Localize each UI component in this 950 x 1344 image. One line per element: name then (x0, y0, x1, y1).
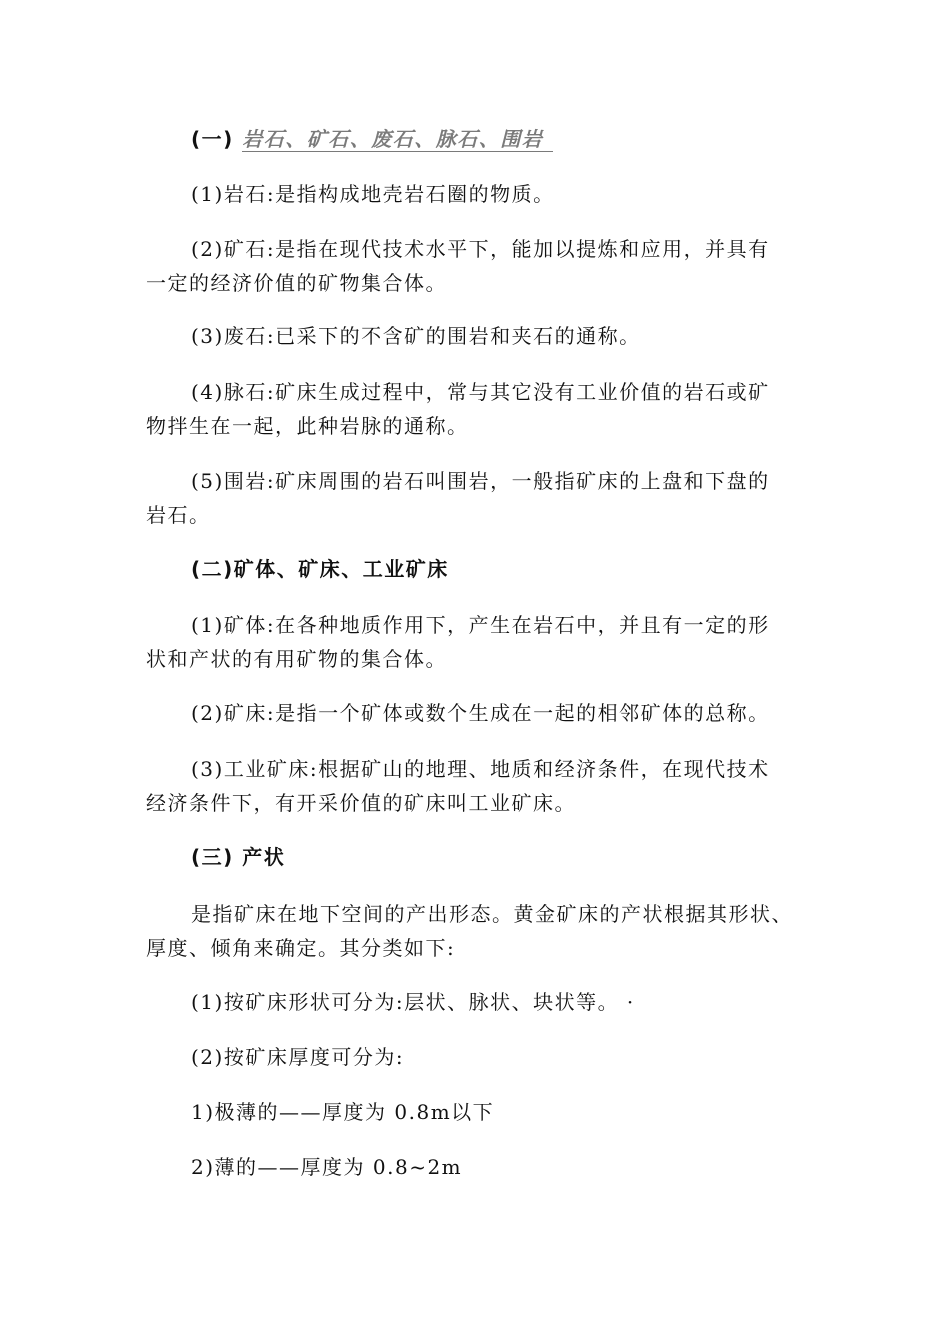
paragraph-line: 物拌生在一起，此种岩脉的通称。 (146, 414, 469, 438)
paragraph-line: (2)按矿床厚度可分为: (191, 1045, 405, 1069)
section-number: (二) (191, 557, 234, 581)
section-title: 矿体、矿床、工业矿床 (233, 557, 449, 581)
paragraph-line: 1)极薄的——厚度为 0.8m以下 (191, 1100, 495, 1124)
paragraph-line: (3)废石:已采下的不含矿的围岩和夹石的通称。 (191, 324, 641, 348)
paragraph-line: 一定的经济价值的矿物集合体。 (146, 271, 447, 295)
paragraph-line: (3)工业矿床:根据矿山的地理、地质和经济条件，在现代技术 (191, 757, 770, 781)
paragraph-line: (1)岩石:是指构成地壳岩石圈的物质。 (191, 182, 555, 206)
paragraph-line: 是指矿床在地下空间的产出形态。黄金矿床的产状根据其形状、 (191, 902, 793, 926)
paragraph-line: 经济条件下，有开采价值的矿床叫工业矿床。 (146, 791, 576, 815)
section-heading-2 (191, 556, 449, 582)
paragraph-line: 厚度、倾角来确定。其分类如下: (146, 936, 456, 960)
paragraph-line: 岩石。 (146, 503, 211, 527)
section-title: 产状 (242, 845, 286, 869)
section-number: (三) (191, 845, 234, 869)
section-title-link[interactable]: 岩石、矿石、废石、脉石、围岩 (242, 127, 553, 152)
section-heading-1 (191, 126, 553, 152)
paragraph-line: (4)脉石:矿床生成过程中，常与其它没有工业价值的岩石或矿 (191, 380, 770, 404)
section-heading-3 (191, 844, 285, 870)
paragraph-line: (2)矿床:是指一个矿体或数个生成在一起的相邻矿体的总称。 (191, 701, 770, 725)
paragraph-line: (1)矿体:在各种地质作用下，产生在岩石中，并且有一定的形 (191, 613, 770, 637)
section-number: (一) (191, 127, 234, 151)
paragraph-line: (5)围岩:矿床周围的岩石叫围岩，一般指矿床的上盘和下盘的 (191, 469, 770, 493)
paragraph-line: 2)薄的——厚度为 0.8~2m (191, 1155, 463, 1179)
paragraph-line: (1)按矿床形状可分为:层状、脉状、块状等。 · (191, 990, 635, 1014)
paragraph-line: 状和产状的有用矿物的集合体。 (146, 647, 447, 671)
paragraph-line: (2)矿石:是指在现代技术水平下，能加以提炼和应用，并具有 (191, 237, 770, 261)
